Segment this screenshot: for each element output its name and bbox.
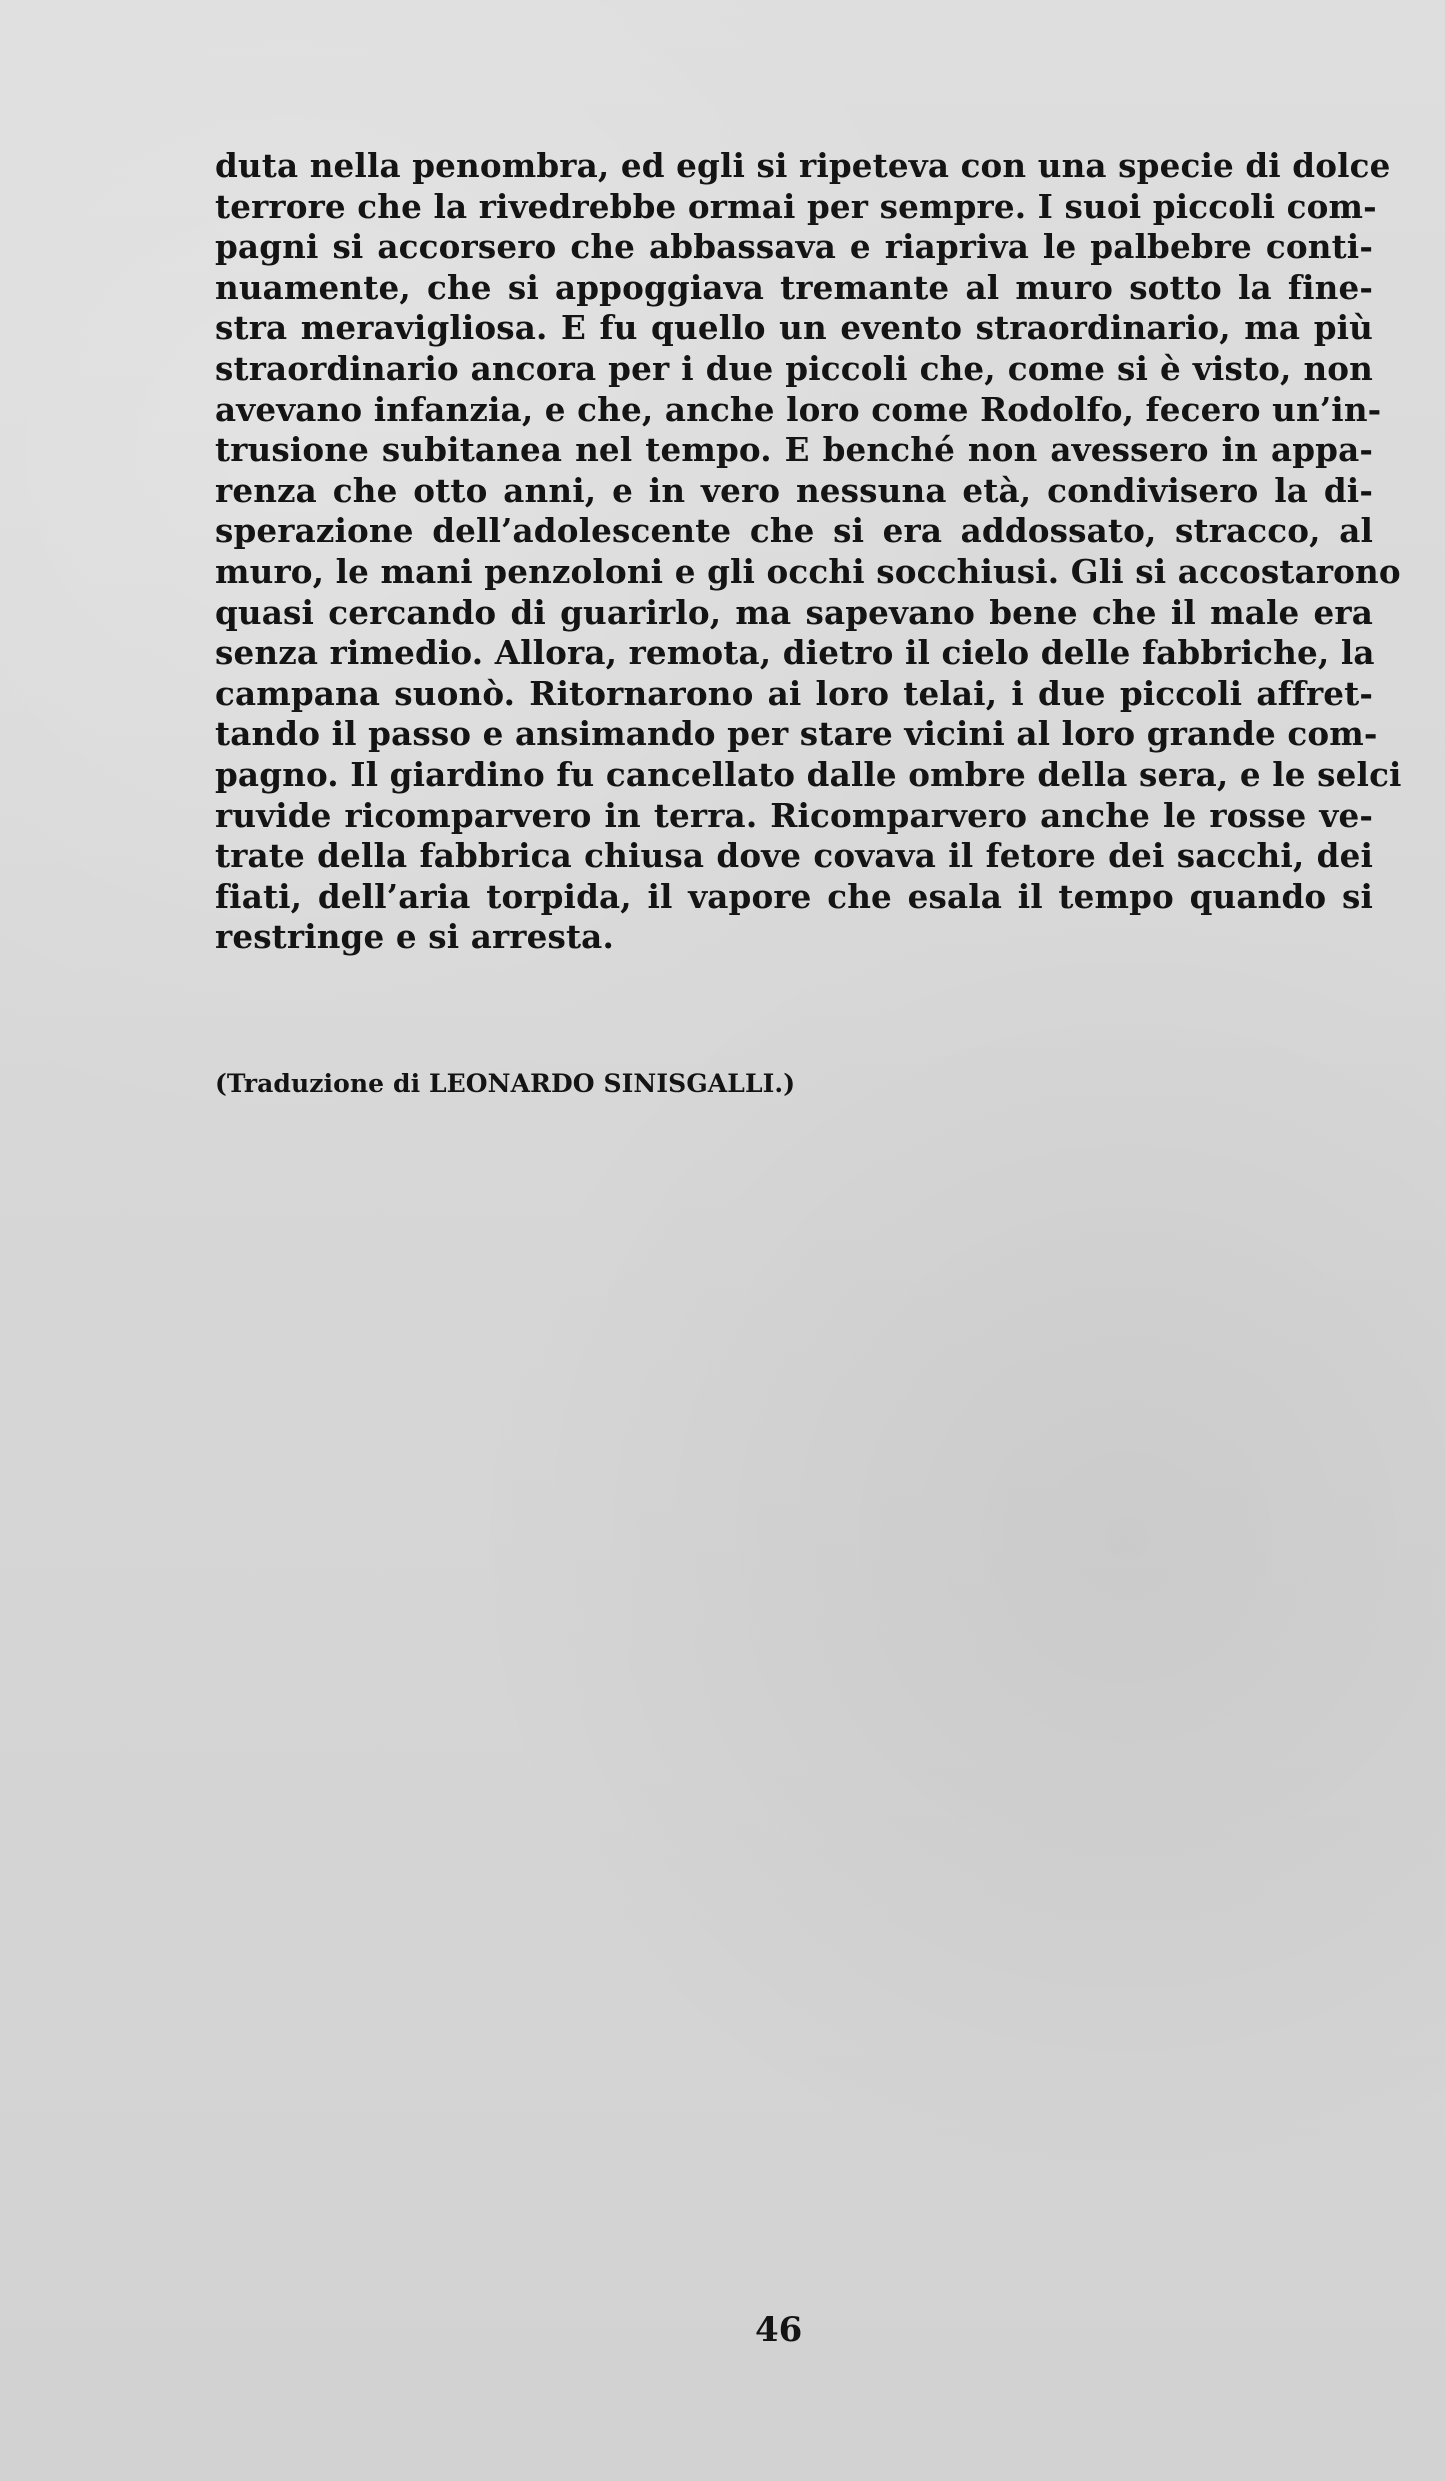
text-line: tando il passo e ansimando per stare vicini al loro grande com-	[215, 714, 1378, 754]
body-text	[215, 146, 1402, 958]
text-line: sperazione dell’adolescente che si era addossato, stracco, al	[215, 511, 1373, 551]
text-line: nuamente, che si appoggiava tremante al muro sotto la fine-	[215, 267, 1373, 307]
text-line: quasi cercando di guarirlo, ma sapevano bene che il male era	[215, 592, 1373, 632]
translation-credit: (Traduzione di LEONARDO SINISGALLI.)	[215, 1069, 796, 1098]
text-line: avevano infanzia, e che, anche loro come Rodolfo, fecero un’in-	[215, 389, 1382, 429]
text-line: trusione subitanea nel tempo. E benché non avessero in appa-	[215, 430, 1373, 470]
text-line: fiati, dell’aria torpida, il vapore che esala il tempo quando si	[215, 876, 1373, 916]
page-number: 46	[755, 2310, 803, 2350]
text-line: trate della fabbrica chiusa dove covava il fetore dei sacchi, dei	[215, 836, 1373, 876]
text-line: campana suonò. Ritornarono ai loro telai, i due piccoli affret-	[215, 673, 1373, 713]
text-line: stra meravigliosa. E fu quello un evento straordinario, ma più	[215, 308, 1373, 348]
text-line: pagni si accorsero che abbassava e riapriva le palbebre conti-	[215, 227, 1373, 267]
text-line: ruvide ricomparvero in terra. Ricomparvero anche le rosse ve-	[215, 795, 1373, 835]
text-line: terrore che la rivedrebbe ormai per sempre. I suoi piccoli com-	[215, 186, 1377, 226]
text-line: muro, le mani penzoloni e gli occhi socchiusi. Gli si accostarono	[215, 551, 1401, 591]
text-line: duta nella penombra, ed egli si ripeteva con una specie di dolce	[215, 146, 1391, 185]
text-line: renza che otto anni, e in vero nessuna età, condivisero la di-	[215, 470, 1373, 510]
text-line: senza rimedio. Allora, remota, dietro il cielo delle fabbriche, la	[215, 633, 1375, 673]
text-line: straordinario ancora per i due piccoli che, come si è visto, non	[215, 348, 1373, 388]
text-line: pagno. Il giardino fu cancellato dalle ombre della sera, e le selci	[215, 754, 1402, 794]
text-line: restringe e si arresta.	[215, 917, 614, 957]
